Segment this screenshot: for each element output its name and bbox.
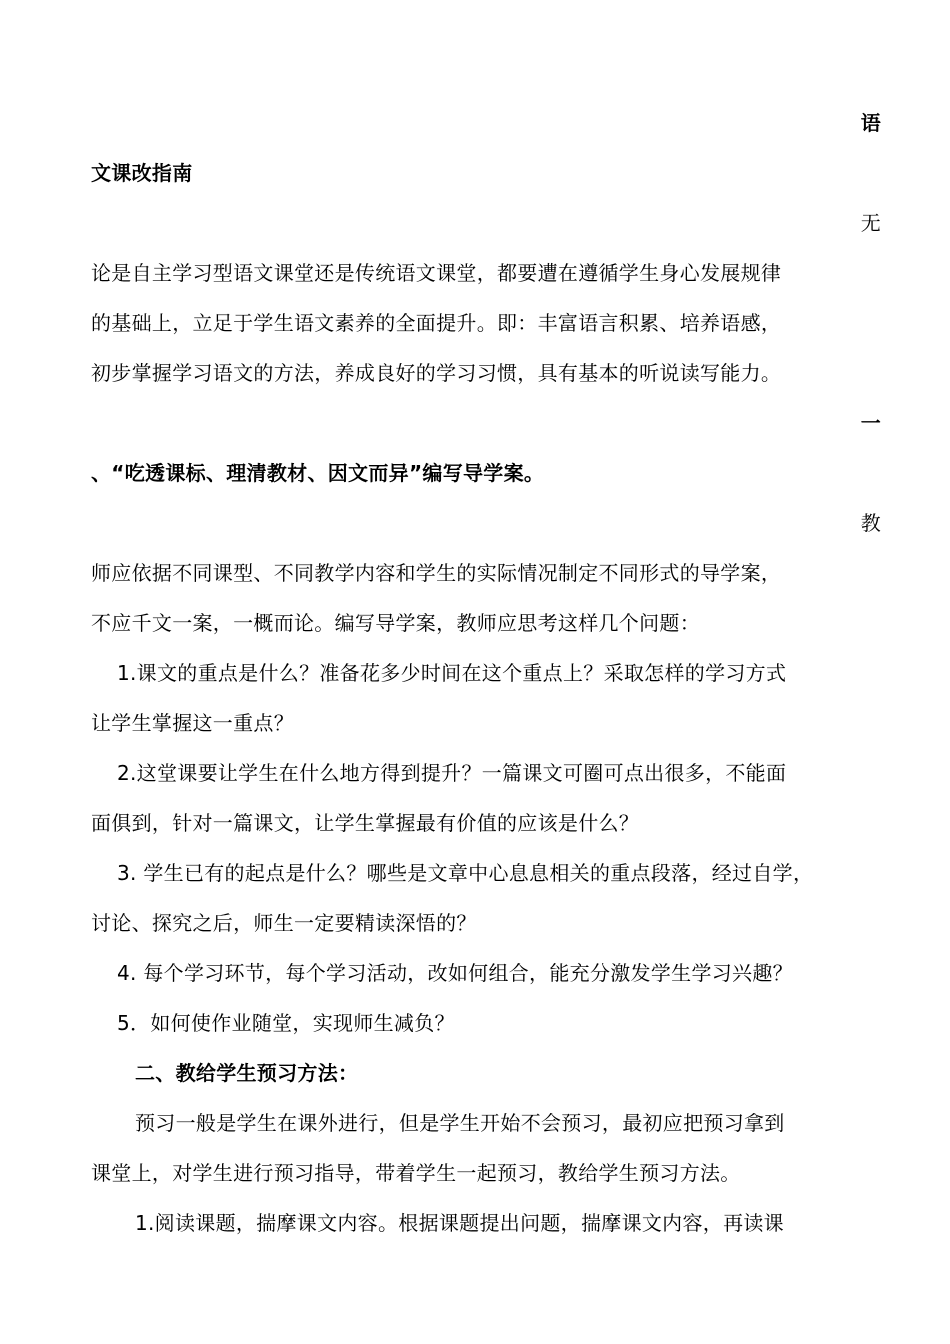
paragraph-line: 初步掌握学习语文的方法，养成良好的学习习惯，具有基本的听说读写能力。	[91, 361, 782, 385]
title-first-char: 语	[860, 111, 881, 135]
list-item-4: 4. 每个学习环节，每个学习活动，改如何组合，能充分激发学生学习兴趣？	[117, 961, 793, 985]
section-heading-two: 二、教给学生预习方法：	[135, 1061, 359, 1085]
list-item-2-continuation: 面俱到，针对一篇课文，让学生掌握最有价值的应该是什么？	[91, 811, 640, 835]
paragraph-line: 课堂上，对学生进行预习指导，带着学生一起预习，教给学生预习方法。	[91, 1161, 741, 1185]
list-item-1: 1.课文的重点是什么？准备花多少时间在这个重点上？采取怎样的学习方式	[117, 661, 787, 685]
list-item-1: 1.阅读课题，揣摩课文内容。根据课题提出问题，揣摩课文内容，再读课	[135, 1211, 784, 1235]
section-heading-one: 、“吃透课标、理清教材、因文而异”编写导学案。	[91, 461, 545, 485]
list-item-1-continuation: 让学生掌握这一重点？	[91, 711, 294, 735]
list-item-3: 3. 学生已有的起点是什么？哪些是文章中心息息相关的重点段落，经过自学，	[117, 861, 814, 885]
paragraph-line: 预习一般是学生在课外进行，但是学生开始不会预习，最初应把预习拿到	[135, 1111, 785, 1135]
paragraph-line: 不应千文一案，一概而论。编写导学案，教师应思考这样几个问题：	[91, 611, 700, 635]
list-item-2: 2.这堂课要让学生在什么地方得到提升？一篇课文可圈可点出很多，不能面	[117, 761, 787, 785]
paragraph-first-char: 无	[860, 211, 881, 235]
paragraph-line: 的基础上，立足于学生语文素养的全面提升。即：丰富语言积累、培养语感，	[91, 311, 782, 335]
list-item-3-continuation: 讨论、探究之后，师生一定要精读深悟的？	[91, 911, 477, 935]
title-continuation: 文课改指南	[91, 161, 193, 185]
paragraph-line: 论是自主学习型语文课堂还是传统语文课堂，都要遭在遵循学生身心发展规律	[91, 261, 782, 285]
paragraph-line: 师应依据不同课型、不同教学内容和学生的实际情况制定不同形式的导学案，	[91, 561, 782, 585]
section-heading-first-char: 一	[860, 411, 881, 435]
list-item-5: 5．如何使作业随堂，实现师生减负？	[117, 1011, 455, 1035]
paragraph-first-char: 教	[860, 511, 881, 535]
